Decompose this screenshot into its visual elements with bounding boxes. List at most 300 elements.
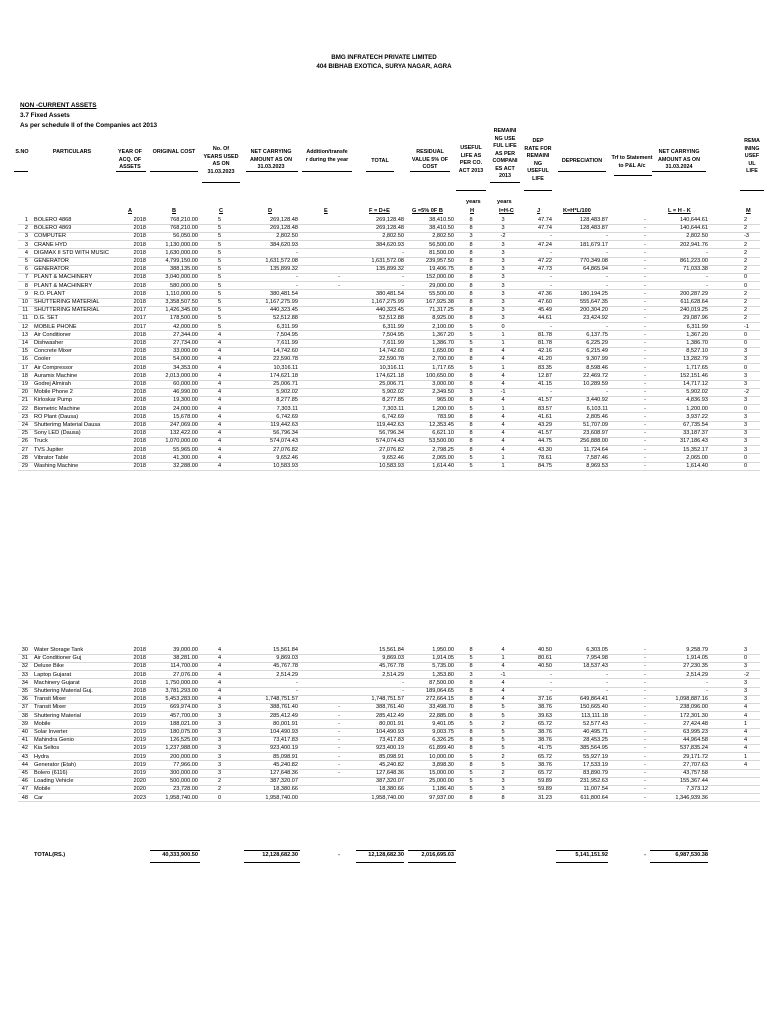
- cell-depreciation: -: [606, 389, 608, 396]
- cell-net-2024: 2,065.00: [686, 454, 708, 461]
- cell-year: 2018: [133, 364, 146, 371]
- cell-years-used: 4: [218, 422, 222, 428]
- cell-residual: 272,664.15: [426, 696, 454, 703]
- cell-remaining: 4: [501, 663, 505, 670]
- cell-year: 2018: [133, 438, 146, 445]
- cell-residual: 87,500.00: [429, 679, 454, 686]
- cell-total: 104,490.93: [376, 729, 404, 735]
- cell-remaining: 3: [501, 307, 505, 314]
- cell-total: 269,128.48: [376, 217, 404, 223]
- cell-sno: 41: [21, 737, 28, 744]
- table-row: [0, 712, 768, 720]
- header-year: YEAR OF ACQ. OF ASSETS: [118, 149, 142, 170]
- cell-remaining-2: 2: [744, 217, 748, 223]
- cell-sno: 5: [24, 258, 28, 264]
- cell-remaining-2: 3: [744, 397, 748, 404]
- cell-depreciation: 7,587.46: [586, 454, 608, 461]
- cell-remaining: 4: [501, 356, 505, 363]
- cell-cost: 180,075.00: [170, 729, 198, 735]
- totals-top-rule-residual: [408, 850, 456, 851]
- cell-remaining: 4: [501, 413, 505, 420]
- cell-years-used: 3: [218, 712, 222, 719]
- cell-net-carrying: 127,648.36: [270, 770, 298, 776]
- cell-total: 52,512.88: [379, 315, 404, 322]
- cell-net-2024: 1,717.65: [686, 364, 708, 371]
- header-remaining-2: REMA INING USEF UL LIFE: [744, 138, 760, 174]
- cell-year: 2018: [133, 217, 146, 223]
- cell-total: 1,631,572.08: [371, 258, 404, 264]
- subheader-f: F = D+E: [369, 208, 390, 214]
- cell-year: 2018: [133, 679, 146, 686]
- cell-useful-life: 8: [469, 422, 473, 428]
- cell-sno: 11: [22, 307, 28, 314]
- cell-dep-rate: -: [550, 249, 552, 256]
- cell-dep-rate: 83.35: [538, 364, 552, 371]
- cell-residual: 1,367.20: [432, 331, 454, 338]
- cell-cost: 24,000.00: [173, 405, 198, 412]
- table-row: [0, 331, 768, 339]
- cell-remaining-2: 2: [744, 258, 748, 264]
- cell-cost: 15,678.00: [173, 413, 198, 420]
- cell-net-2024: 317,186.43: [680, 438, 708, 445]
- cell-useful-life: 3: [469, 233, 473, 240]
- cell-trf: -: [644, 430, 646, 437]
- cell-years-used: 3: [218, 770, 222, 776]
- cell-depreciation: 385,564.95: [580, 745, 608, 752]
- cell-residual: 965.00: [436, 397, 454, 404]
- cell-total: 73,417.83: [379, 737, 404, 744]
- cell-year: 2018: [133, 663, 146, 670]
- cell-residual: 783.90: [436, 413, 454, 420]
- cell-trf: -: [644, 356, 646, 363]
- cell-remaining-2: 3: [744, 438, 748, 445]
- header-underline-addition: [302, 171, 352, 172]
- cell-depreciation: 6,225.29: [586, 340, 608, 346]
- cell-net-2024: 14,717.12: [683, 381, 708, 387]
- cell-trf: -: [644, 233, 646, 240]
- cell-cost: 2,013,000.00: [165, 372, 198, 379]
- cell-remaining-2: 0: [744, 364, 748, 371]
- cell-dep-rate: 38.76: [538, 761, 552, 768]
- cell-remaining: 3: [501, 315, 505, 322]
- subheader-years-2: years: [497, 199, 512, 205]
- cell-net-carrying: 119,442.63: [270, 422, 298, 428]
- totals-bottom-rule-cost: [150, 862, 200, 863]
- cell-useful-life: 8: [469, 290, 473, 297]
- cell-net-2024: 9,258.79: [686, 647, 708, 653]
- cell-sno: 9: [24, 290, 28, 297]
- cell-net-carrying: 5,902.02: [276, 389, 298, 396]
- cell-depreciation: 17,533.19: [583, 761, 608, 768]
- cell-dep-rate: 37.16: [538, 696, 552, 703]
- cell-remaining: 2: [501, 753, 505, 760]
- cell-cost: 1,958,740.00: [165, 794, 198, 801]
- cell-dep-rate: 40.50: [538, 663, 552, 670]
- cell-residual: 22,885.00: [429, 712, 454, 719]
- cell-total: 7,611.99: [382, 340, 404, 346]
- cell-remaining: 4: [501, 446, 505, 453]
- cell-depreciation: 23,424.92: [583, 315, 608, 322]
- cell-trf: -: [644, 655, 646, 662]
- cell-remaining: 5: [501, 745, 505, 752]
- header-sno: S.NO: [15, 149, 29, 155]
- cell-net-2024: -: [706, 688, 708, 694]
- cell-sno: 7: [24, 274, 28, 281]
- cell-depreciation: 6,303.05: [586, 647, 608, 653]
- cell-remaining: 4: [501, 679, 505, 686]
- cell-residual: 9,003.75: [432, 729, 454, 735]
- header-underline-years-used: [202, 182, 240, 183]
- cell-remaining-2: 0: [744, 655, 748, 662]
- header-underline-depreciation: [558, 171, 606, 172]
- cell-useful-life: 8: [469, 729, 473, 735]
- cell-sno: 39: [21, 720, 28, 727]
- cell-trf: -: [644, 663, 646, 670]
- cell-sno: 11: [22, 315, 28, 322]
- cell-cost: 1,070,000.00: [165, 438, 198, 445]
- cell-useful-life: 5: [469, 753, 473, 760]
- cell-net-carrying: 15,561.84: [273, 647, 298, 653]
- cell-net-2024: 152,151.46: [680, 372, 708, 379]
- cell-useful-life: 8: [469, 372, 473, 379]
- cell-total: 7,504.95: [382, 331, 404, 338]
- cell-sno: 42: [21, 745, 28, 752]
- cell-dep-rate: 44.75: [538, 438, 552, 445]
- cell-years-used: 5: [218, 323, 222, 330]
- cell-cost: 1,110,000.00: [165, 290, 198, 297]
- cell-sno: 17: [21, 364, 28, 371]
- cell-sno: 48: [21, 794, 28, 801]
- cell-remaining: 3: [501, 225, 505, 232]
- cell-particulars: Truck: [34, 438, 48, 445]
- cell-year: 2018: [133, 430, 146, 437]
- cell-cost: 41,300.00: [173, 454, 198, 461]
- cell-trf: -: [644, 274, 646, 281]
- cell-particulars: Water Storage Tank: [34, 647, 84, 653]
- cell-dep-rate: 41.20: [538, 356, 552, 363]
- cell-residual: 97,937.00: [429, 794, 454, 801]
- table-row: [0, 777, 768, 785]
- cell-net-carrying: 45,240.82: [273, 761, 298, 768]
- header-underline-residual: [410, 171, 450, 172]
- cell-net-carrying: 7,504.95: [276, 331, 298, 338]
- cell-residual: 81,500.00: [429, 249, 454, 256]
- cell-years-used: 4: [218, 663, 222, 670]
- cell-useful-life: 8: [469, 663, 473, 670]
- cell-total: 56,796.34: [379, 430, 404, 437]
- cell-particulars: TVS Jupiter: [34, 446, 64, 453]
- cell-trf: -: [644, 679, 646, 686]
- header-cost: ORIGINAL COST: [152, 149, 196, 155]
- cell-years-used: 4: [218, 679, 222, 686]
- cell-residual: 9,401.05: [432, 720, 454, 727]
- cell-net-carrying: 10,583.93: [273, 463, 298, 469]
- cell-total: 174,621.18: [376, 372, 404, 379]
- cell-cost: 300,000.00: [170, 770, 198, 776]
- table-row: [0, 761, 768, 769]
- cell-year: 2018: [133, 422, 146, 428]
- cell-trf: -: [644, 290, 646, 297]
- cell-trf: -: [644, 364, 646, 371]
- table-row: [0, 347, 768, 355]
- table-row: [0, 224, 768, 232]
- table-row: [0, 273, 768, 281]
- cell-net-2024: 172,301.30: [680, 712, 708, 719]
- cell-year: 2018: [133, 381, 146, 387]
- cell-net-carrying: -: [296, 282, 298, 289]
- cell-remaining: 5: [501, 761, 505, 768]
- cell-depreciation: -: [606, 282, 608, 289]
- cell-depreciation: 6,103.11: [586, 405, 608, 412]
- cell-year: 2018: [133, 446, 146, 453]
- cell-cost: 3,781,293.00: [165, 688, 198, 694]
- cell-remaining: 4: [501, 438, 505, 445]
- cell-trf: -: [644, 397, 646, 404]
- table-row: [0, 769, 768, 777]
- cell-dep-rate: 59.89: [538, 778, 552, 785]
- subheader-l: L = H - K: [668, 208, 691, 214]
- cell-net-2024: 2,802.50: [686, 233, 708, 240]
- cell-dep-rate: -: [550, 323, 552, 330]
- cell-year: 2018: [133, 405, 146, 412]
- cell-remaining: 4: [501, 372, 505, 379]
- cell-cost: 3,358,507.50: [165, 299, 198, 305]
- cell-remaining: 0: [501, 323, 505, 330]
- subheader-m: M: [746, 208, 751, 214]
- cell-useful-life: 8: [469, 794, 473, 801]
- cell-residual: 10,000.00: [429, 753, 454, 760]
- subheader-h: H: [470, 208, 475, 214]
- cell-years-used: 4: [218, 389, 222, 396]
- cell-trf: -: [644, 720, 646, 727]
- cell-depreciation: 231,952.63: [580, 778, 608, 785]
- cell-cost: 38,281.00: [173, 655, 198, 662]
- totals-residual: 2,016,695.03: [421, 852, 454, 858]
- cell-total: -: [402, 688, 404, 694]
- cell-years-used: 4: [218, 463, 222, 469]
- cell-particulars: Loading Vehicle: [34, 778, 74, 785]
- cell-dep-rate: 47.24: [538, 241, 552, 248]
- cell-sno: 30: [21, 647, 28, 653]
- table-row: [0, 364, 768, 372]
- cell-total: 269,128.48: [376, 225, 404, 232]
- cell-addition: -: [338, 753, 340, 760]
- cell-remaining-2: 0: [744, 282, 748, 289]
- cell-years-used: 4: [218, 397, 222, 404]
- totals-top-rule-net: [244, 850, 300, 851]
- table-row: [0, 695, 768, 703]
- cell-cost: 32,288.00: [173, 463, 198, 469]
- table-row: [0, 257, 768, 265]
- cell-trf: -: [644, 454, 646, 461]
- cell-years-used: 0: [218, 794, 222, 801]
- cell-useful-life: 5: [469, 454, 473, 461]
- cell-sno: 29: [21, 463, 28, 469]
- cell-depreciation: 83,890.79: [583, 770, 608, 776]
- cell-remaining: 1: [501, 463, 505, 469]
- cell-cost: 54,000.00: [173, 356, 198, 363]
- cell-net-carrying: 104,490.93: [270, 729, 298, 735]
- table-row: [0, 744, 768, 752]
- cell-net-2024: 1,386.70: [686, 340, 708, 346]
- cell-dep-rate: 44.61: [538, 315, 552, 322]
- cell-year: 2018: [133, 463, 146, 469]
- cell-total: 2,514.29: [382, 671, 404, 678]
- cell-useful-life: 8: [469, 217, 473, 223]
- cell-useful-life: 8: [469, 430, 473, 437]
- cell-useful-life: 5: [469, 720, 473, 727]
- cell-useful-life: 5: [469, 364, 473, 371]
- cell-sno: 3: [24, 241, 28, 248]
- cell-sno: 43: [21, 753, 28, 760]
- cell-useful-life: 8: [469, 737, 473, 744]
- cell-net-carrying: 9,652.46: [276, 454, 298, 461]
- header-underline-trf: [614, 175, 652, 176]
- cell-net-2024: 140,644.61: [680, 217, 708, 223]
- cell-net-2024: 8,527.10: [686, 348, 708, 355]
- cell-net-carrying: 135,899.32: [270, 266, 298, 273]
- cell-net-2024: 6,311.99: [686, 323, 708, 330]
- cell-useful-life: 8: [469, 282, 473, 289]
- cell-remaining-2: 3: [744, 647, 748, 653]
- cell-cost: 77,966.00: [173, 761, 198, 768]
- cell-total: -: [402, 249, 404, 256]
- cell-residual: 29,000.00: [429, 282, 454, 289]
- cell-particulars: BOLERO 4869: [34, 225, 72, 232]
- cell-total: 80,001.91: [379, 720, 404, 727]
- cell-depreciation: 8,969.53: [586, 463, 608, 469]
- header-useful-life: USEFUL LIFE AS PER CO. ACT 2013: [458, 145, 484, 174]
- cell-trf: -: [644, 696, 646, 703]
- cell-particulars: COMPUTER: [34, 233, 67, 240]
- subheader-c: C: [219, 208, 224, 214]
- cell-cost: 19,300.00: [173, 397, 198, 404]
- cell-depreciation: 150,665.40: [580, 704, 608, 711]
- cell-remaining: 4: [501, 381, 505, 387]
- cell-depreciation: 52,577.43: [583, 720, 608, 727]
- cell-particulars: Kirloskar Pump: [34, 397, 72, 404]
- cell-remaining: 5: [501, 704, 505, 711]
- cell-remaining: 4: [501, 348, 505, 355]
- cell-depreciation: 611,800.64: [580, 794, 608, 801]
- header-years-used: No. Of YEARS USED AS ON 31.03.2023: [203, 146, 239, 175]
- cell-trf: -: [644, 249, 646, 256]
- cell-sno: 20: [21, 389, 28, 396]
- cell-sno: 2: [24, 225, 28, 232]
- cell-cost: 4,799,150.00: [165, 258, 198, 264]
- cell-useful-life: 5: [469, 340, 473, 346]
- cell-particulars: Transit Mixer: [34, 696, 67, 703]
- cell-remaining-2: 0: [744, 274, 748, 281]
- cell-depreciation: -: [606, 679, 608, 686]
- cell-trf: -: [644, 729, 646, 735]
- cell-trf: -: [644, 438, 646, 445]
- cell-remaining-2: 3: [744, 446, 748, 453]
- cell-remaining: 4: [501, 647, 505, 653]
- cell-year: 2019: [133, 753, 146, 760]
- header-underline-cost: [150, 171, 198, 172]
- cell-remaining-2: 4: [744, 761, 748, 768]
- cell-year: 2019: [133, 704, 146, 711]
- cell-residual: 3,000.00: [432, 381, 454, 387]
- cell-particulars: Laptop Gujarat: [34, 671, 72, 678]
- cell-cost: 1,426,345.00: [165, 307, 198, 314]
- cell-year: 2018: [133, 655, 146, 662]
- cell-cost: 1,630,000.00: [165, 249, 198, 256]
- cell-net-2024: 1,614.40: [686, 463, 708, 469]
- cell-total: -: [402, 679, 404, 686]
- cell-trf: -: [644, 753, 646, 760]
- table-row: [0, 380, 768, 388]
- cell-depreciation: 2,805.46: [586, 413, 608, 420]
- cell-residual: 1,717.65: [432, 364, 454, 371]
- cell-trf: -: [644, 315, 646, 322]
- header-underline-remaining: [490, 182, 520, 183]
- cell-year: 2019: [133, 720, 146, 727]
- cell-useful-life: 8: [469, 225, 473, 232]
- cell-cost: 60,000.00: [173, 381, 198, 387]
- cell-total: 9,652.46: [382, 454, 404, 461]
- cell-years-used: 4: [218, 655, 222, 662]
- cell-remaining: 3: [501, 299, 505, 305]
- cell-net-2024: 2,514.29: [686, 671, 708, 678]
- cell-residual: 1,186.40: [432, 786, 454, 793]
- cell-particulars: Dishwasher: [34, 340, 64, 346]
- cell-particulars: Air Conditioner Guj: [34, 655, 82, 662]
- cell-remaining: 4: [501, 696, 505, 703]
- cell-year: 2018: [133, 688, 146, 694]
- cell-dep-rate: 41.15: [538, 381, 552, 387]
- cell-total: 127,648.36: [376, 770, 404, 776]
- cell-depreciation: 28,453.25: [583, 737, 608, 744]
- subheader-years-1: years: [466, 199, 481, 205]
- cell-years-used: 3: [218, 761, 222, 768]
- cell-remaining: 1: [501, 405, 505, 412]
- cell-particulars: SHUTTERING MATERIAL: [34, 307, 100, 314]
- table-row: [0, 306, 768, 314]
- cell-remaining-2: 3: [744, 679, 748, 686]
- cell-net-carrying: 80,001.91: [273, 720, 298, 727]
- cell-year: 2019: [133, 745, 146, 752]
- cell-net-carrying: 269,128.48: [270, 225, 298, 232]
- cell-sno: 22: [21, 405, 28, 412]
- cell-dep-rate: -: [550, 233, 552, 240]
- cell-residual: 1,200.00: [432, 405, 454, 412]
- table-row: [0, 687, 768, 695]
- cell-cost: 457,700.00: [170, 712, 198, 719]
- cell-net-2024: 5,902.02: [686, 389, 708, 396]
- cell-net-carrying: 8,277.85: [276, 397, 298, 404]
- cell-net-carrying: -: [296, 679, 298, 686]
- cell-depreciation: 3,440.92: [586, 397, 608, 404]
- totals-total: 12,128,682.30: [368, 852, 404, 858]
- cell-depreciation: 10,289.59: [583, 381, 608, 387]
- cell-remaining-2: 4: [744, 712, 748, 719]
- cell-remaining-2: 2: [744, 225, 748, 232]
- totals-depreciation: 5,141,151.92: [575, 852, 608, 858]
- cell-remaining-2: 4: [744, 745, 748, 752]
- cell-remaining-2: 0: [744, 331, 748, 338]
- cell-trf: -: [644, 389, 646, 396]
- cell-sno: 10: [21, 299, 28, 305]
- cell-residual: 5,735.00: [432, 663, 454, 670]
- cell-remaining-2: 2: [744, 249, 748, 256]
- cell-residual: 167,925.38: [426, 299, 454, 305]
- header-underline-net-carrying: [246, 171, 298, 172]
- cell-years-used: 3: [218, 745, 222, 752]
- cell-useful-life: 8: [469, 397, 473, 404]
- cell-remaining: 3: [501, 266, 505, 273]
